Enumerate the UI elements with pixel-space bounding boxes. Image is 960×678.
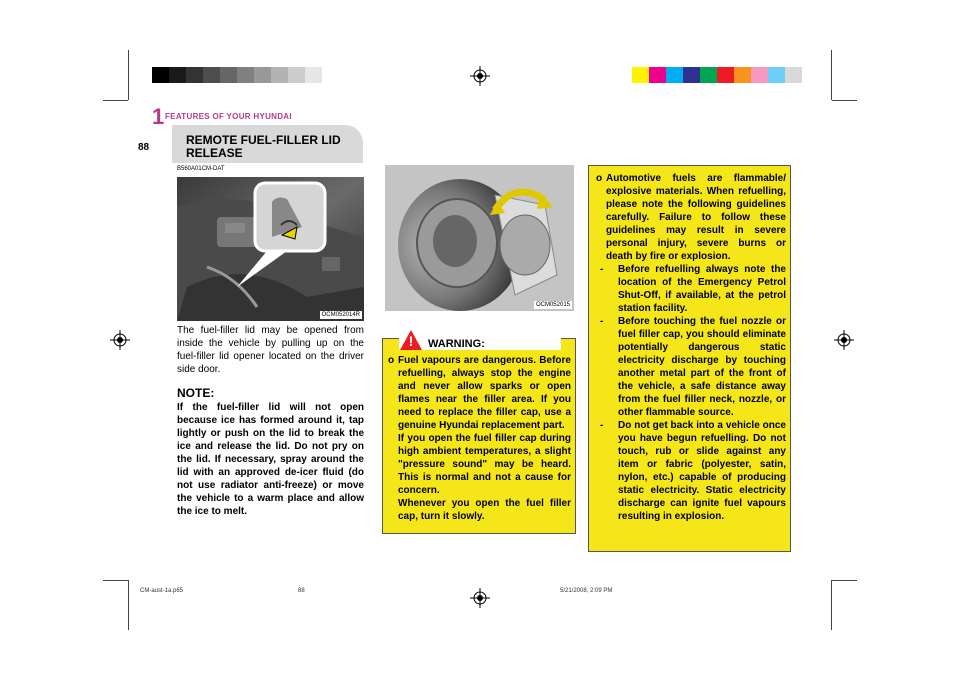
warning-title: WARNING: <box>428 338 485 350</box>
warning-text3: Whenever you open the fuel filler cap, turn it slowly. <box>398 498 571 522</box>
body-paragraph: The fuel-filler lid may be opened from inside the vehicle by pulling up on the fuel-filler lid opener located on the driver side door. <box>177 325 364 375</box>
warning-item <box>388 354 571 523</box>
warning2-item: - Before touching the fuel nozzle or fuel filler cap, you should eliminate potentially dangerous static electricity discharge by touching another metal part of the front of the vehicle, a safe distance away from the fuel filler neck, nozzle, or other flammable source. <box>600 316 786 418</box>
warning-box <box>382 330 576 534</box>
warning2-marker: o <box>596 173 603 184</box>
warning-box-2 <box>588 165 791 552</box>
warning-symbol: ! <box>408 333 414 349</box>
note-heading: NOTE: <box>177 386 215 400</box>
footer-page: 88 <box>298 588 305 594</box>
section-title: REMOTE FUEL-FILLER LID RELEASE <box>186 133 341 160</box>
figure-label: OCM052014R <box>321 312 360 318</box>
warning2-item: - Do not get back into a vehicle once you have begun refuelling. Do not touch, rub or slide against any item or fabric (polyester, satin, nylon, etc.) capable of producing static electricity. Static electricity discharge can ignite fuel vapours resulting in explosion. <box>600 420 786 522</box>
chapter-title: FEATURES OF YOUR HYUNDAI <box>165 112 292 121</box>
registration-target-bottom <box>470 588 490 608</box>
door-opener-photo <box>177 177 364 321</box>
warning2-intro <box>596 172 786 263</box>
warning-item-marker: o <box>388 355 395 366</box>
fuel-cap-photo <box>385 165 574 311</box>
warning-text: Fuel vapours are dangerous. Before refuelling, always stop the engine and never allow sparks or open flames near the filler area. If you need to replace the filler cap, use a genuine Hyundai replacement part. <box>398 355 571 431</box>
registration-target-right <box>834 330 854 350</box>
chapter-number: 1 <box>152 104 165 129</box>
warning2-item: - Before refuelling always note the location of the Emergency Petrol Shut-Off, if available, at the petrol station facility. <box>600 264 786 314</box>
footer-file: CM-aust-1a.p65 <box>140 588 184 594</box>
footer-date: 5/21/2008, 2:09 PM <box>560 588 613 594</box>
figure-label: OCM052015 <box>535 302 570 308</box>
registration-target-top <box>470 66 490 86</box>
note-text: If the fuel-filler lid will not open because ice has formed around it, tap lightly or push on the lid to break the ice and release the lid. Do not pry on the lid. If necessary, spray around the lid with an approved de-icer fluid (do not use radiator anti-freeze) or move the vehicle to a warm place and allow the ice to melt. <box>177 402 364 517</box>
registration-target-left <box>110 330 130 350</box>
warning-text2: If you open the fuel filler cap during high ambient temperatures, a slight "pressure sound" may be heard. This is normal and not a cause for concern. <box>398 433 571 496</box>
section-code: B560A01CM-DAT <box>177 166 225 172</box>
registration-bar-gray <box>152 67 322 83</box>
page-number: 88 <box>138 142 150 153</box>
warning2-intro-text: Automotive fuels are flammable/ explosive materials. When refuelling, please note the following guidelines carefully. Failure to follow these guidelines may result in severe personal injury, severe burns or death by fire or explosion. <box>606 173 786 262</box>
registration-bar-color <box>632 67 802 83</box>
